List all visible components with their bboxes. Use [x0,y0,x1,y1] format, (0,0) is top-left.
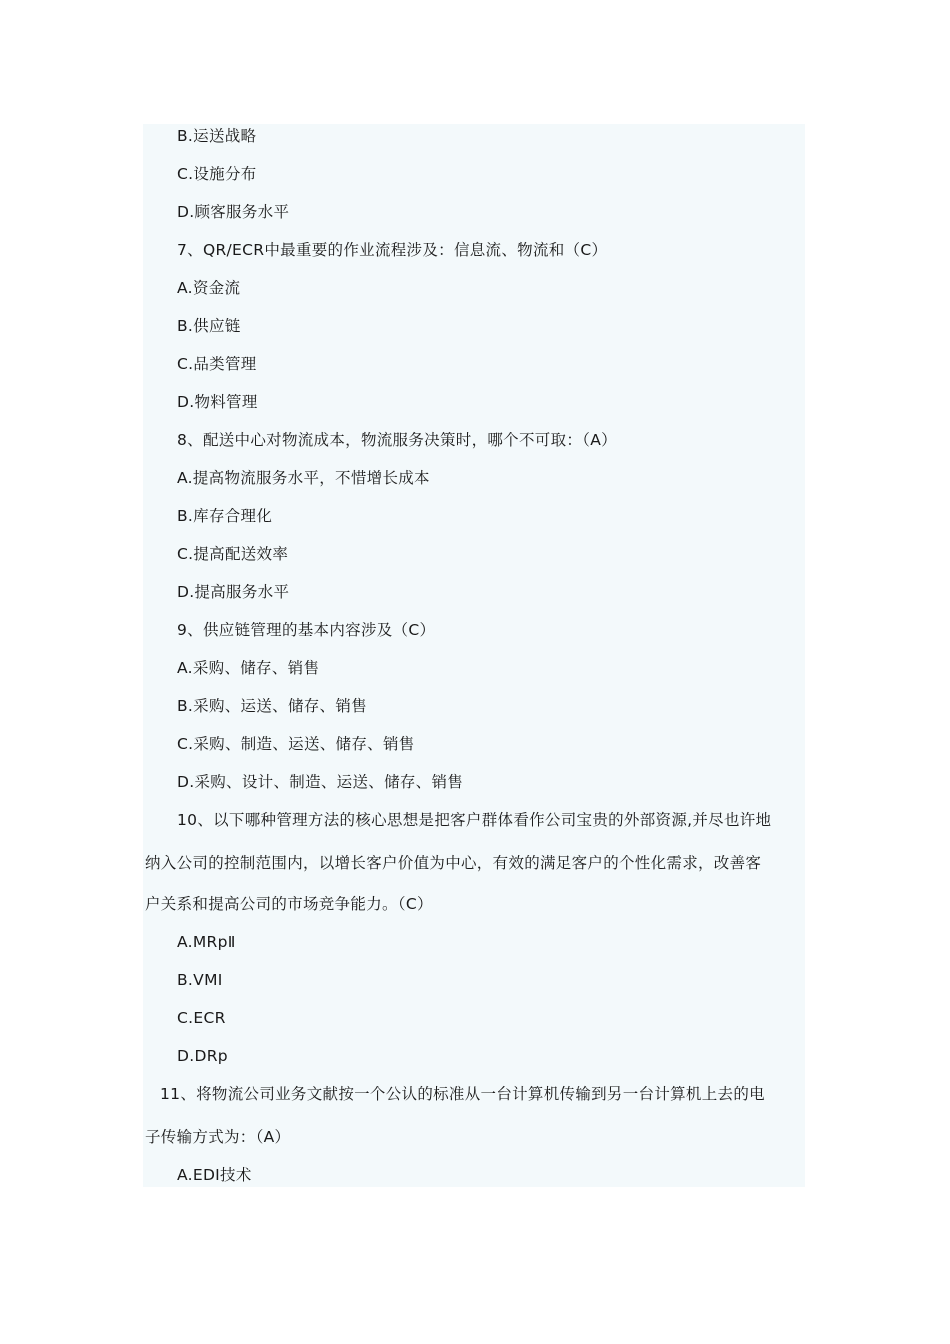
question-11-line-2: 子传输方式为：（A） [145,1128,291,1146]
q8-option-a: A.提高物流服务水平，不惜增长成本 [177,469,430,487]
question-9: 9、供应链管理的基本内容涉及（C） [177,621,436,639]
q7-option-c: C.品类管理 [177,355,257,373]
q10-option-b: B.VMI [177,971,223,989]
q7-option-a: A.资金流 [177,279,241,297]
q9-option-c: C.采购、制造、运送、储存、销售 [177,735,415,753]
q11-option-a: A.EDI技术 [177,1166,252,1184]
q7-option-d: D.物料管理 [177,393,258,411]
question-7: 7、QR/ECR中最重要的作业流程涉及：信息流、物流和（C） [177,241,608,259]
q9-option-a: A.采购、储存、销售 [177,659,320,677]
q6-option-b: B.运送战略 [177,127,257,145]
question-10-line-2: 纳入公司的控制范围内，以增长客户价值为中心，有效的满足客户的个性化需求，改善客 [145,854,762,872]
q10-option-d: D.DRp [177,1047,228,1065]
q6-option-d: D.顾客服务水平 [177,203,290,221]
q6-option-c: C.设施分布 [177,165,257,183]
q7-option-b: B.供应链 [177,317,241,335]
question-11-line-1: 11、将物流公司业务文献按一个公认的标准从一台计算机传输到另一台计算机上去的电 [160,1085,765,1103]
q9-option-d: D.采购、设计、制造、运送、储存、销售 [177,773,464,791]
q10-option-c: C.ECR [177,1009,226,1027]
question-10-line-1: 10、以下哪种管理方法的核心思想是把客户群体看作公司宝贵的外部资源,并尽也许地 [177,811,772,829]
question-8: 8、配送中心对物流成本，物流服务决策时，哪个不可取：（A） [177,431,617,449]
q8-option-c: C.提高配送效率 [177,545,289,563]
q9-option-b: B.采购、运送、储存、销售 [177,697,367,715]
q8-option-d: D.提高服务水平 [177,583,290,601]
question-10-line-3: 户关系和提高公司的市场竞争能力。（C） [145,895,433,913]
q8-option-b: B.库存合理化 [177,507,273,525]
document-highlight-panel [143,124,805,1187]
q10-option-a: A.MRpⅡ [177,933,236,951]
